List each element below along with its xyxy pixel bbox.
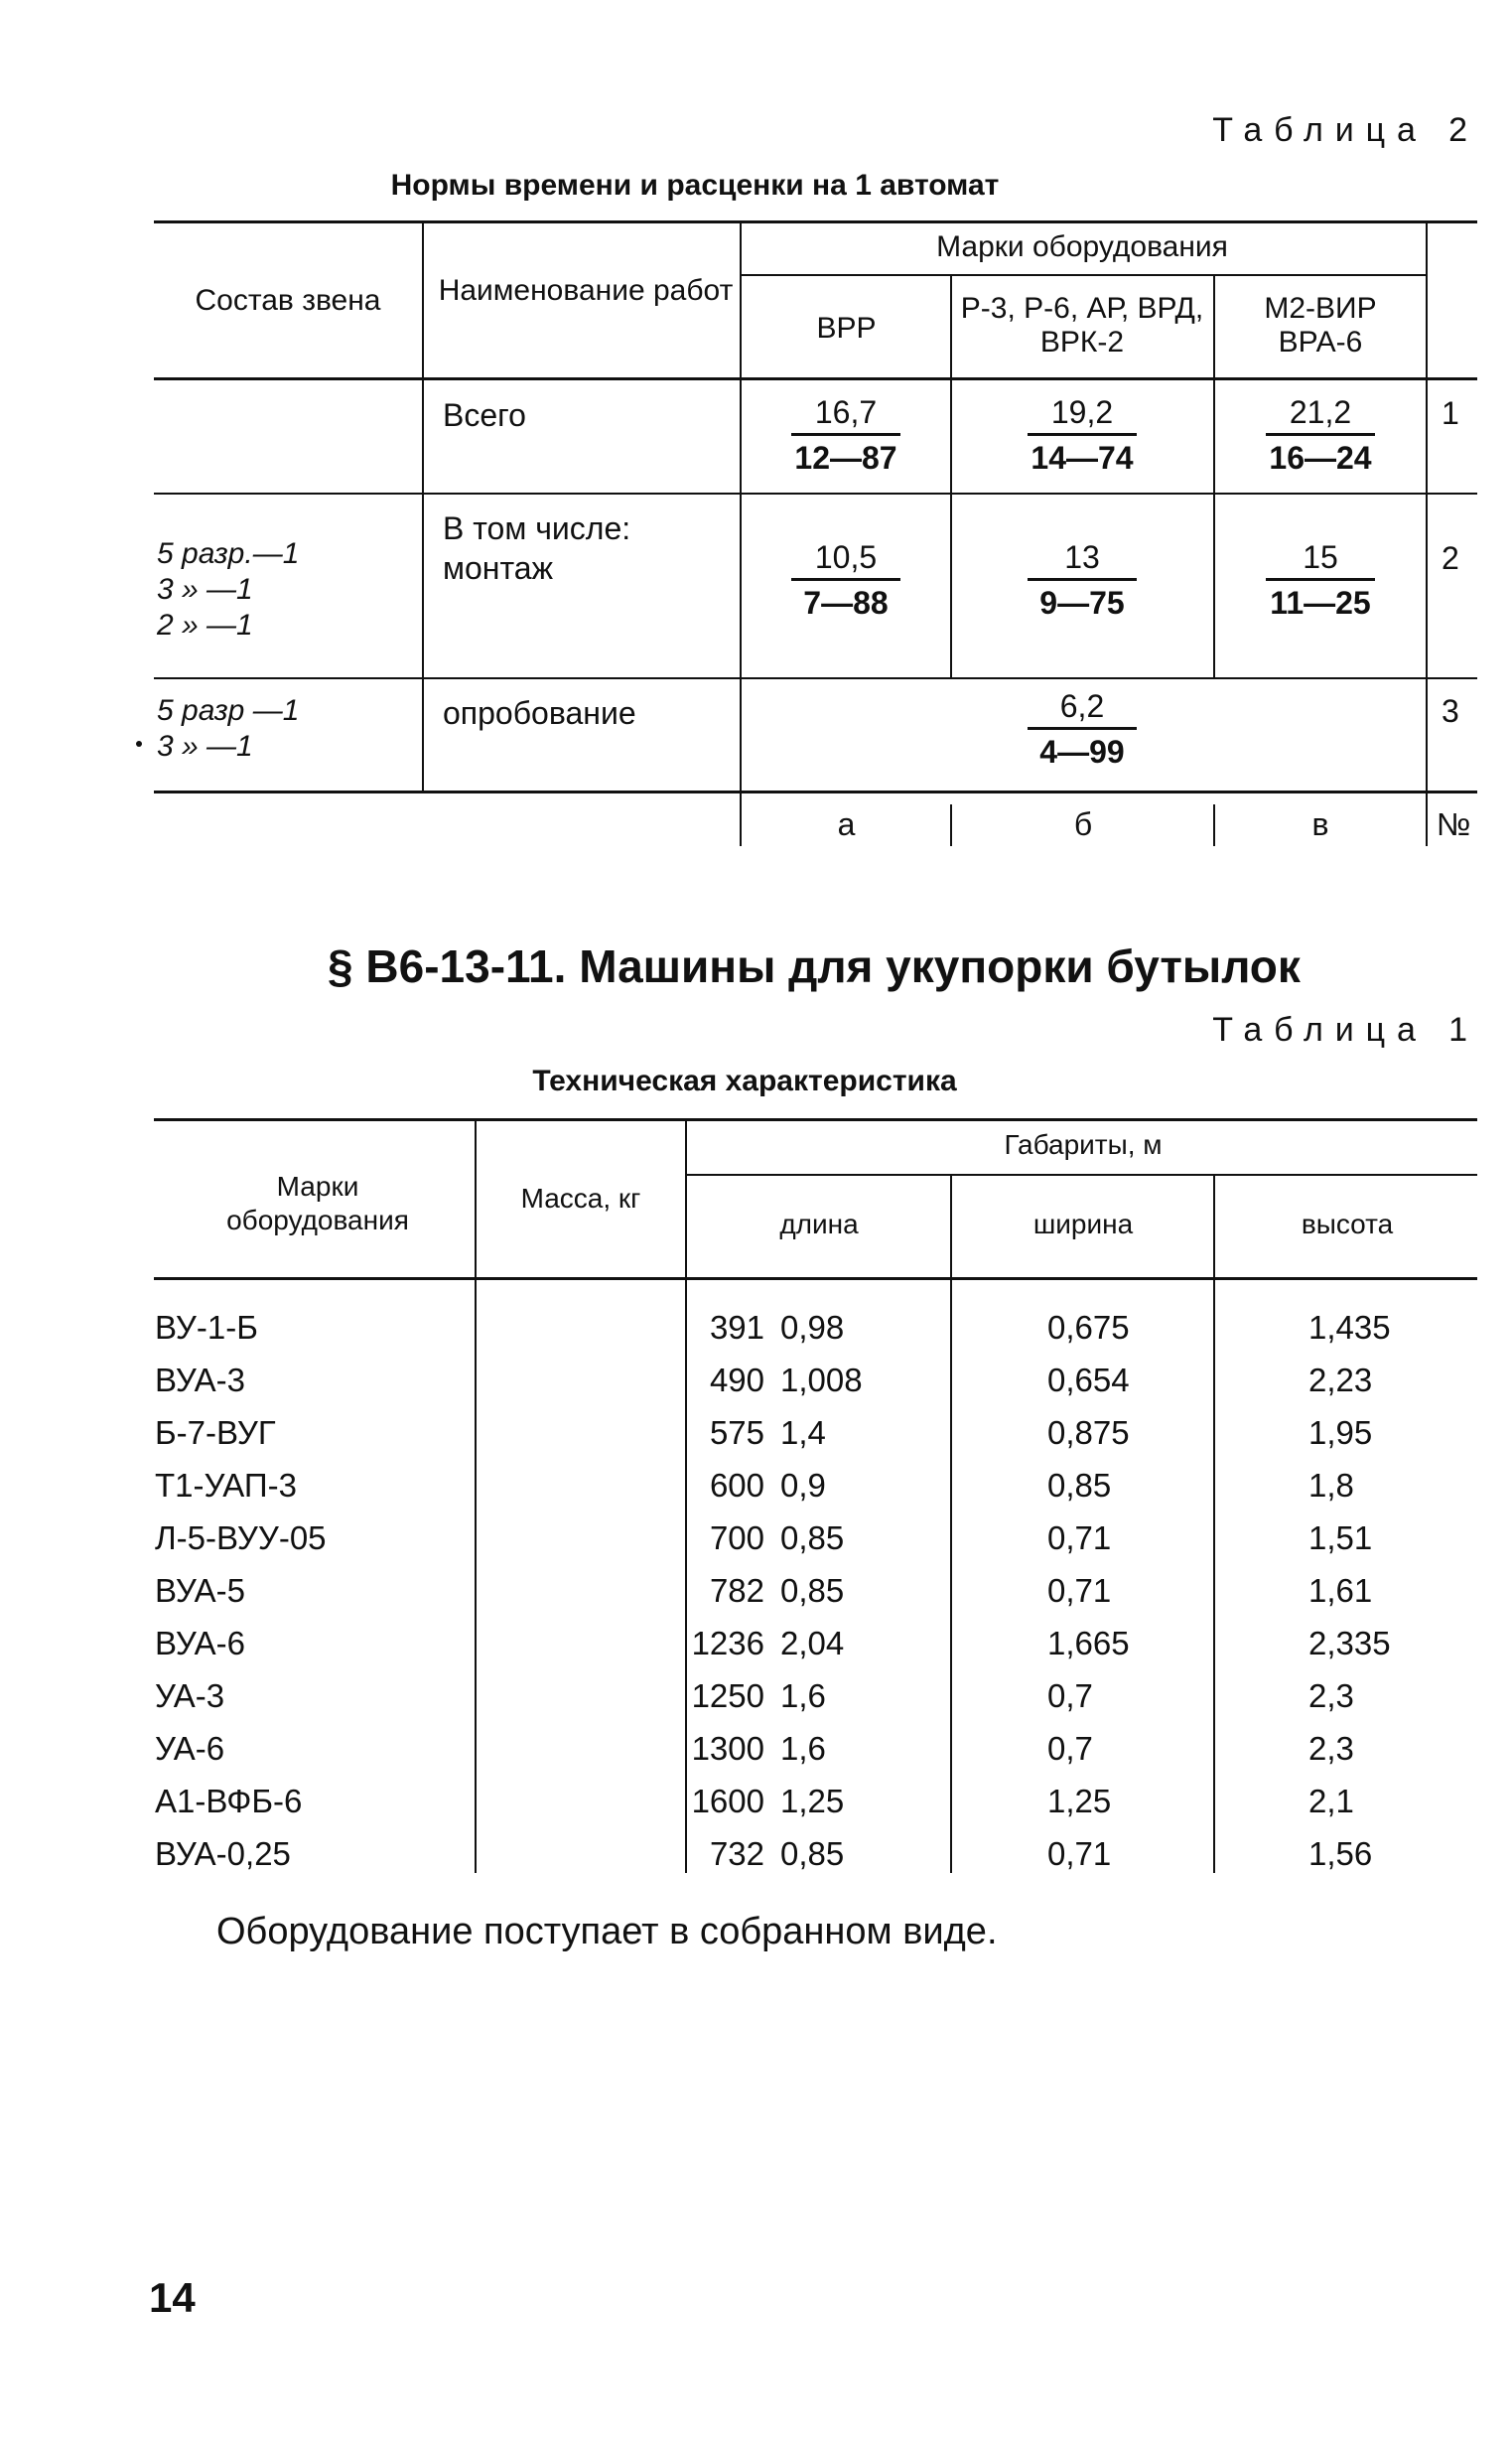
row1-col-a-rate: 12—87	[794, 440, 897, 476]
cell-mass: 391	[709, 1309, 764, 1346]
row2-composition-line: 3 » —1	[157, 573, 253, 606]
table-row	[149, 1406, 1469, 1459]
cell-width: 0,675	[1047, 1309, 1130, 1346]
cell-width: 0,85	[1047, 1467, 1112, 1504]
table-row	[149, 1459, 1469, 1511]
row1-col-c-rate: 16—24	[1269, 440, 1372, 476]
cell-length: 2,04	[780, 1625, 845, 1661]
table-row	[149, 1722, 1469, 1775]
table-row	[149, 1301, 1469, 1354]
cell-brand: ВУА-3	[155, 1362, 246, 1398]
section-heading: § В6-13-11. Машины для укупорки бутылок	[328, 940, 1301, 992]
cell-length: 1,6	[780, 1677, 826, 1714]
table-row	[149, 1827, 1469, 1880]
row1-col-a-norm: 16,7	[814, 394, 878, 430]
table1-caption: Таблица 1	[1212, 1011, 1479, 1049]
cell-height: 1,95	[1308, 1414, 1373, 1451]
cell-mass: 1300	[691, 1730, 764, 1767]
table2-bottom-rule	[154, 791, 1477, 793]
cell-height: 1,61	[1308, 1572, 1373, 1609]
cell-height: 1,56	[1308, 1835, 1373, 1872]
table1-subheader-rule	[686, 1174, 1477, 1176]
cell-height: 1,8	[1308, 1467, 1354, 1504]
cell-brand: ВУА-6	[155, 1625, 246, 1661]
table2-top-rule	[154, 220, 1477, 223]
row1-col-c-fraction	[1221, 391, 1420, 480]
row3-all-rate: 4—99	[1039, 734, 1125, 770]
row1-col-b-norm: 19,2	[1050, 394, 1114, 430]
cell-brand: Л-5-ВУУ-05	[155, 1519, 327, 1556]
cell-width: 1,665	[1047, 1625, 1130, 1661]
table-row	[149, 1354, 1469, 1406]
row1-col-c-norm: 21,2	[1289, 394, 1352, 430]
cell-brand: Б-7-ВУГ	[155, 1414, 276, 1451]
cell-length: 0,85	[780, 1835, 845, 1872]
cell-mass: 732	[709, 1835, 764, 1872]
cell-length: 0,9	[780, 1467, 826, 1504]
row1-col-b-fraction	[983, 391, 1181, 480]
cell-height: 2,3	[1308, 1677, 1354, 1714]
row3-work: опробование	[443, 695, 636, 731]
row2-composition	[157, 536, 415, 644]
table-row	[149, 1669, 1469, 1722]
row1-number: 1	[1442, 395, 1459, 431]
cell-brand: Т1-УАП-3	[155, 1467, 297, 1504]
row3-composition-line: 5 разр —1	[157, 694, 300, 727]
row2-composition-line: 5 разр.—1	[157, 537, 300, 570]
cell-mass: 575	[709, 1414, 764, 1451]
header-col-b: Р-3, Р-6, АР, ВРД, ВРК-2	[960, 292, 1204, 359]
column-key-b: б	[1073, 806, 1093, 842]
table2-caption: Таблица 2	[1212, 111, 1479, 149]
header-work-name: Наименование работ	[438, 274, 734, 307]
cell-mass: 490	[709, 1362, 764, 1398]
cell-height: 2,1	[1308, 1783, 1354, 1819]
cell-mass: 782	[709, 1572, 764, 1609]
table1-title: Техническая характеристика	[532, 1065, 957, 1097]
table2-title: Нормы времени и расценки на 1 автомат	[390, 169, 1000, 202]
column-key-number: №	[1436, 806, 1471, 842]
header-width: ширина	[1032, 1209, 1134, 1239]
row1-work: Всего	[443, 397, 526, 433]
cell-width: 0,71	[1047, 1835, 1112, 1872]
cell-brand: УА-3	[155, 1677, 225, 1714]
row2-col-c-rate: 11—25	[1270, 585, 1371, 621]
cell-brand: А1-ВФБ-6	[155, 1783, 303, 1819]
table-row	[149, 1511, 1469, 1564]
header-length: длина	[779, 1209, 859, 1239]
cell-width: 0,875	[1047, 1414, 1130, 1451]
cell-length: 0,85	[780, 1572, 845, 1609]
header-height: высота	[1301, 1209, 1394, 1239]
column-key-a: а	[837, 806, 856, 842]
row3-all-fraction	[983, 685, 1181, 774]
header-col-c: М2-ВИР ВРА-6	[1264, 292, 1377, 359]
header-brand: Марки оборудования	[226, 1171, 409, 1235]
cell-brand: ВУА-5	[155, 1572, 246, 1609]
header-composition: Состав звена	[195, 284, 381, 317]
row2-col-b-norm: 13	[1064, 539, 1100, 575]
cell-length: 1,6	[780, 1730, 826, 1767]
row3-number: 3	[1442, 693, 1459, 729]
row2-col-a-norm: 10,5	[814, 539, 878, 575]
cell-width: 0,71	[1047, 1519, 1112, 1556]
table2-subheader-rule	[741, 274, 1428, 276]
table-row	[149, 1617, 1469, 1669]
header-mass: Масса, кг	[520, 1183, 641, 1214]
table2-vrule-1	[422, 220, 424, 792]
margin-dot	[136, 741, 142, 747]
cell-width: 0,7	[1047, 1677, 1093, 1714]
row1-col-b-rate: 14—74	[1031, 440, 1134, 476]
header-dimensions: Габариты, м	[1004, 1129, 1163, 1160]
row2-col-c-norm: 15	[1303, 539, 1338, 575]
cell-brand: ВУА-0,25	[155, 1835, 291, 1872]
column-key-c: в	[1311, 806, 1329, 842]
table2-vrule-5	[1426, 220, 1428, 846]
row3-all-norm: 6,2	[1059, 688, 1105, 724]
cell-height: 1,51	[1308, 1519, 1373, 1556]
table1-header-bottom-rule	[154, 1277, 1477, 1280]
row2-col-b-rate: 9—75	[1039, 585, 1125, 621]
table2-row2-rule	[154, 677, 1477, 679]
cell-width: 1,25	[1047, 1783, 1112, 1819]
cell-width: 0,654	[1047, 1362, 1130, 1398]
table2-header-bottom-rule	[154, 377, 1477, 380]
cell-mass: 1236	[691, 1625, 764, 1661]
row3-composition-line: 3 » —1	[157, 730, 253, 763]
row1-col-a-fraction	[747, 391, 945, 480]
cell-length: 1,008	[780, 1362, 863, 1398]
cell-length: 0,98	[780, 1309, 845, 1346]
delivery-note: Оборудование поступает в собранном виде.	[216, 1911, 998, 1952]
table2-vrule-4-key	[1213, 804, 1215, 846]
table-row	[149, 1775, 1469, 1827]
cell-mass: 700	[709, 1519, 764, 1556]
cell-length: 1,25	[780, 1783, 845, 1819]
table2-vrule-4	[1213, 274, 1215, 677]
cell-brand: УА-6	[155, 1730, 225, 1767]
table1-top-rule	[154, 1118, 1477, 1121]
row2-col-b-fraction	[983, 536, 1181, 625]
cell-mass: 600	[709, 1467, 764, 1504]
table2-vrule-2	[740, 220, 742, 846]
cell-brand: ВУ-1-Б	[155, 1309, 258, 1346]
header-col-a: ВРР	[816, 312, 877, 345]
table2-row1-rule	[154, 493, 1477, 495]
cell-length: 1,4	[780, 1414, 826, 1451]
table2-vrule-3	[950, 274, 952, 677]
page-number: 14	[149, 2274, 196, 2321]
cell-mass: 1600	[691, 1783, 764, 1819]
row3-composition	[157, 693, 415, 765]
cell-mass: 1250	[691, 1677, 764, 1714]
table-row	[149, 1564, 1469, 1617]
row2-col-c-fraction	[1221, 536, 1420, 625]
header-equipment-marks: Марки оборудования	[936, 230, 1228, 263]
cell-height: 2,3	[1308, 1730, 1354, 1767]
row2-work: В том числе: монтаж	[443, 510, 631, 586]
cell-height: 2,335	[1308, 1625, 1391, 1661]
row2-col-a-rate: 7—88	[803, 585, 889, 621]
row2-col-a-fraction	[747, 536, 945, 625]
cell-width: 0,71	[1047, 1572, 1112, 1609]
cell-height: 2,23	[1308, 1362, 1373, 1398]
cell-width: 0,7	[1047, 1730, 1093, 1767]
row2-composition-line: 2 » —1	[157, 609, 253, 642]
row2-number: 2	[1442, 540, 1459, 576]
cell-length: 0,85	[780, 1519, 845, 1556]
table2-vrule-3-key	[950, 804, 952, 846]
cell-height: 1,435	[1308, 1309, 1391, 1346]
